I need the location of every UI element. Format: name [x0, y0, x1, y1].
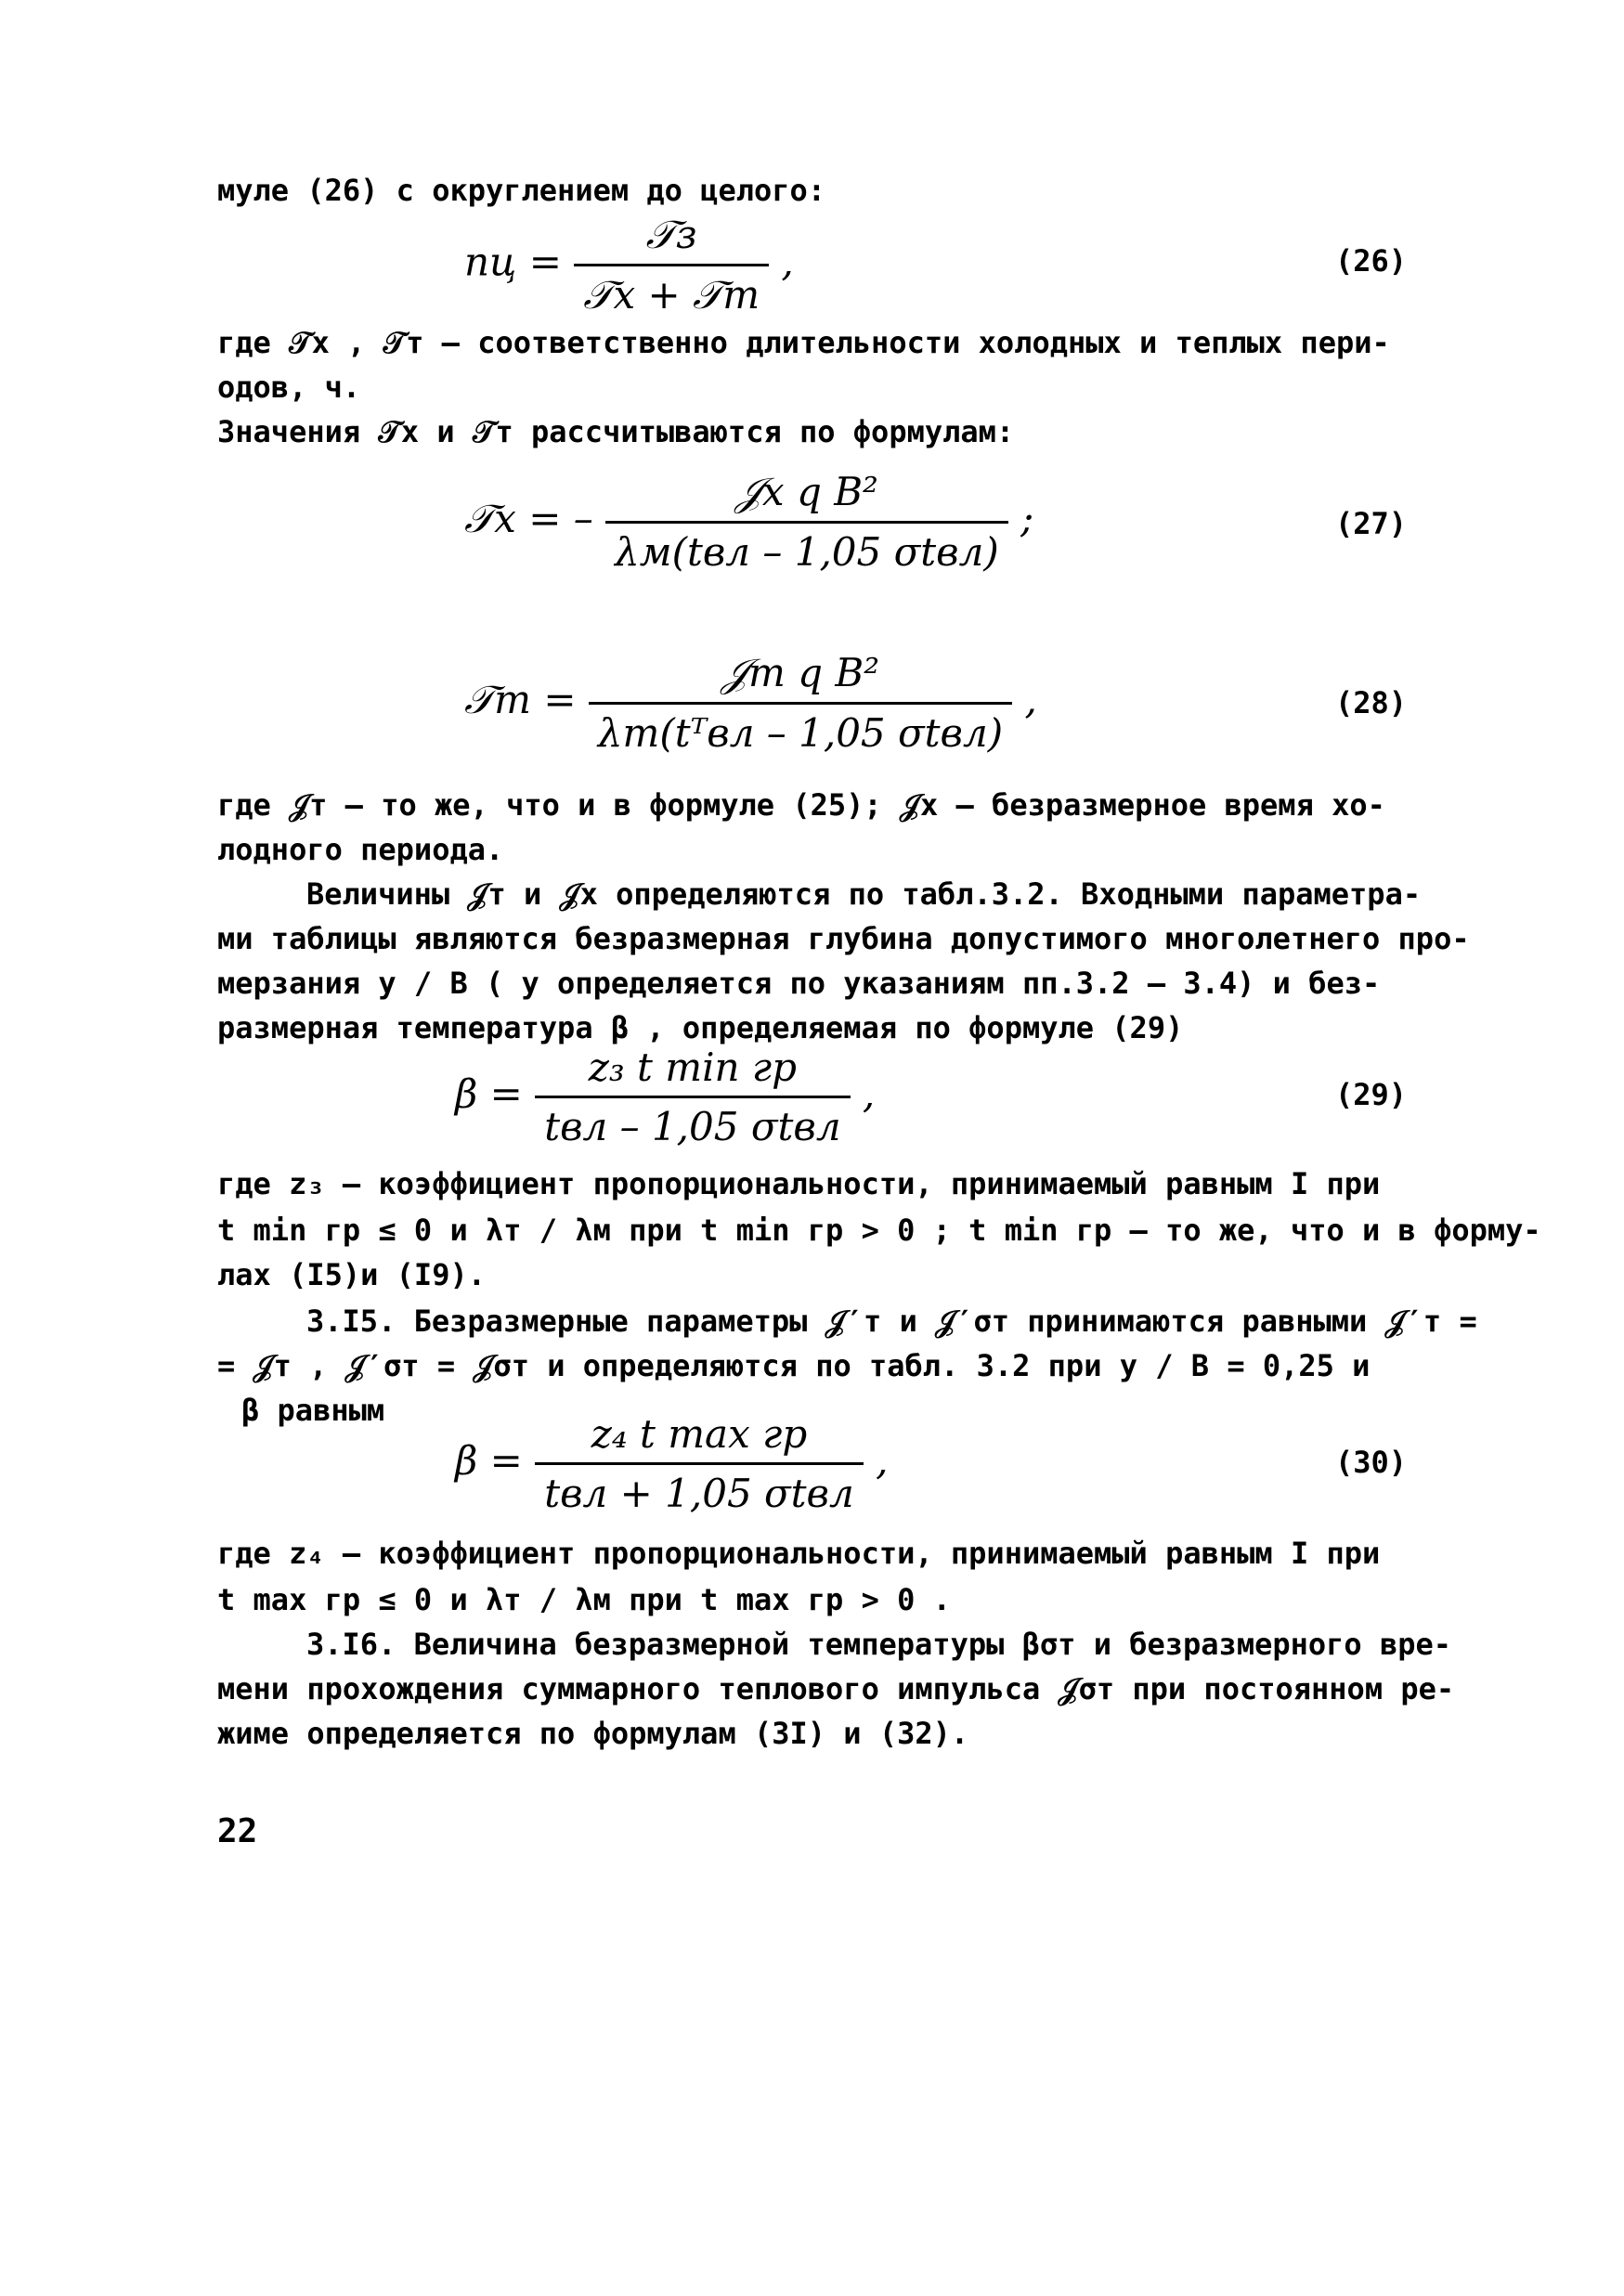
equation-30-fraction — [535, 1411, 864, 1516]
page-number: 22 — [217, 1812, 258, 1850]
text-line-15: = 𝒥т , 𝒥′σт = 𝒥σт и определяются по табл. 3.2 при у / В = 0,25 и — [217, 1348, 1371, 1383]
text-line-2: где 𝒯x , 𝒯т – соответственно длительности холодных и теплых пери- — [217, 325, 1390, 360]
equation-28-denominator: λт(tᵀвл – 1,05 σtвл) — [597, 710, 1004, 756]
equation-27-fraction — [605, 469, 1008, 575]
equation-26-tail: , — [781, 239, 794, 285]
equation-30 — [455, 1411, 888, 1516]
equation-29-lhs: β = — [455, 1070, 523, 1117]
equation-27-denominator: λм(tвл – 1,05 σtвл) — [615, 529, 999, 575]
text-line-3: одов, ч. — [217, 370, 361, 405]
equation-number-26: (26) — [1335, 243, 1408, 279]
equation-30-numerator: z₄ t max гр — [535, 1411, 864, 1465]
text-line-1: муле (26) с округлением до целого: — [217, 173, 826, 208]
text-line-12: t min гр ≤ 0 и λт / λм при t min гр > 0 ; t min гр – то же, что и в форму- — [217, 1213, 1541, 1248]
equation-30-denominator: tвл + 1,05 σtвл — [544, 1471, 854, 1516]
text-line-14: 3.I5. Безразмерные параметры 𝒥′т и 𝒥′σт принимаются равными 𝒥′т = — [306, 1304, 1477, 1339]
equation-29-fraction — [535, 1044, 850, 1149]
text-line-20: мени прохождения суммарного теплового импульса 𝒥σт при постоянном ре- — [217, 1671, 1455, 1706]
equation-27-lhs: 𝒯x = – — [464, 496, 593, 541]
equation-28-fraction — [589, 650, 1012, 756]
equation-28-tail: , — [1024, 677, 1037, 722]
equation-28-numerator: 𝒥т q B² — [589, 650, 1012, 705]
text-line-19: 3.I6. Величина безразмерной температуры βσт и безразмерного вре- — [306, 1627, 1451, 1662]
equation-30-tail: , — [876, 1437, 889, 1484]
equation-28 — [464, 650, 1037, 756]
text-line-9: мерзания у / В ( у определяется по указаниям пп.3.2 – 3.4) и без- — [217, 966, 1381, 1001]
equation-29 — [455, 1044, 875, 1149]
equation-number-27: (27) — [1335, 506, 1408, 541]
equation-27-tail: ; — [1020, 496, 1034, 541]
equation-27-numerator: 𝒥x q B² — [605, 469, 1008, 524]
equation-29-tail: , — [862, 1070, 876, 1117]
text-line-11: где z₃ – коэффициент пропорциональности, принимаемый равным I при — [217, 1166, 1381, 1201]
text-line-5: где 𝒥т – то же, что и в формуле (25); 𝒥x – безразмерное время хо- — [217, 787, 1385, 823]
equation-26 — [464, 212, 794, 318]
equation-number-28: (28) — [1335, 685, 1408, 720]
equation-28-lhs: 𝒯т = — [464, 677, 577, 722]
equation-26-fraction — [574, 212, 769, 318]
text-line-8: ми таблицы являются безразмерная глубина допустимого многолетнего про- — [217, 921, 1470, 956]
text-line-18: t max гр ≤ 0 и λт / λм при t max гр > 0 . — [217, 1582, 951, 1617]
text-line-10: размерная температура β , определяемая по формуле (29) — [217, 1010, 1184, 1045]
text-line-6: лодного периода. — [217, 832, 504, 867]
equation-number-29: (29) — [1335, 1077, 1408, 1112]
text-line-16: β равным — [241, 1393, 385, 1428]
text-line-21: жиме определяется по формулам (3I) и (32). — [217, 1716, 969, 1751]
equation-30-lhs: β = — [455, 1437, 523, 1484]
equation-29-numerator: z₃ t min гр — [535, 1044, 850, 1098]
equation-29-denominator: tвл – 1,05 σtвл — [544, 1104, 841, 1149]
equation-27 — [464, 469, 1033, 575]
text-line-4: Значения 𝒯x и 𝒯т рассчитываются по формулам: — [217, 414, 1015, 449]
text-line-17: где z₄ – коэффициент пропорциональности, принимаемый равным I при — [217, 1536, 1381, 1571]
text-line-7: Величины 𝒥т и 𝒥x определяются по табл.3.2. Входными параметра- — [306, 876, 1422, 912]
equation-number-30: (30) — [1335, 1445, 1408, 1480]
text-line-13: лах (I5)и (I9). — [217, 1257, 486, 1292]
equation-26-denominator: 𝒯x + 𝒯т — [583, 272, 760, 318]
equation-26-lhs: nц = — [464, 239, 562, 285]
equation-26-numerator: 𝒯з — [574, 212, 769, 266]
